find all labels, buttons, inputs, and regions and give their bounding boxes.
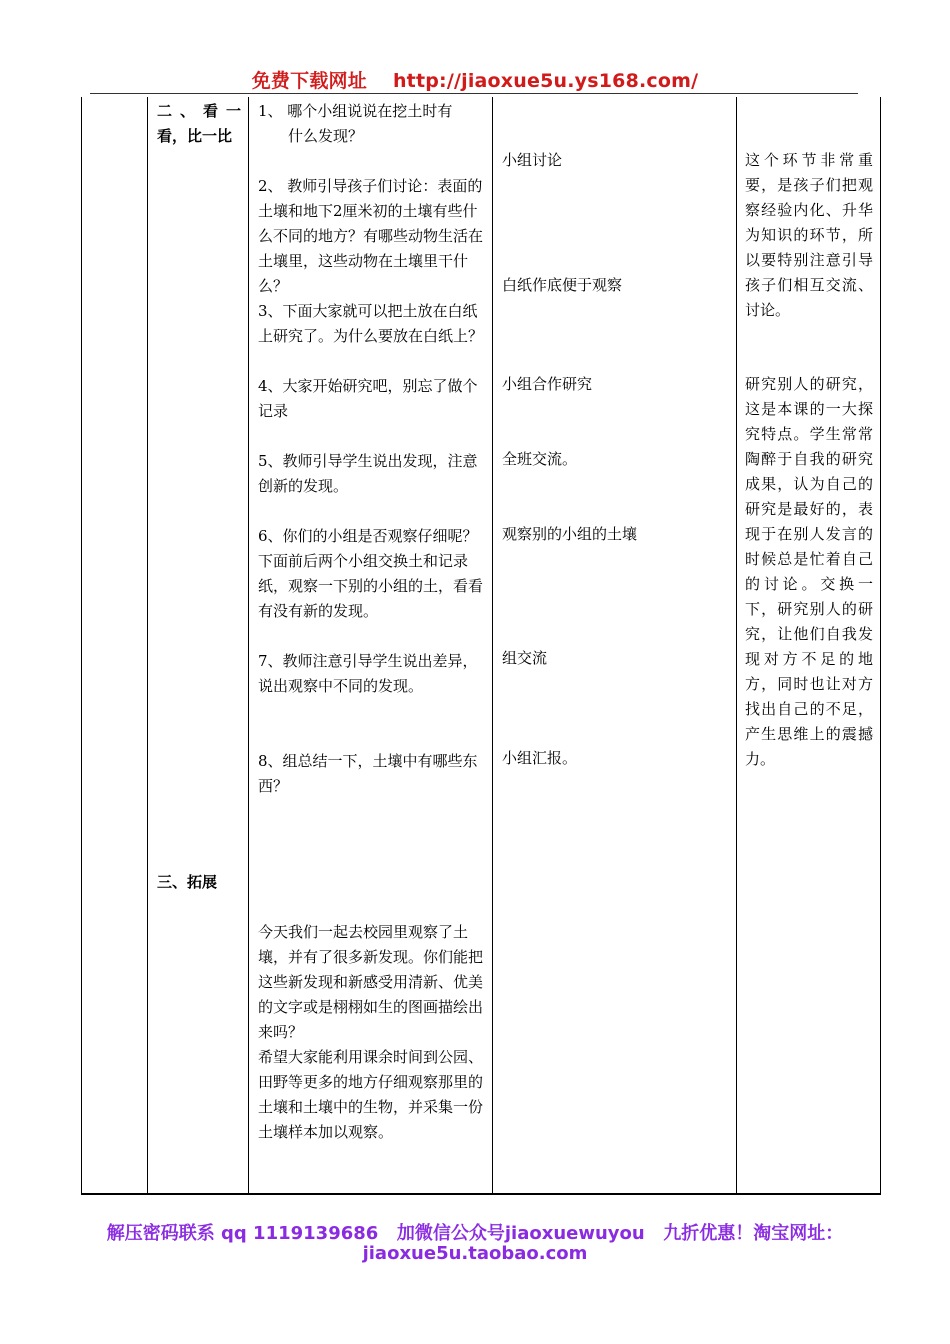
footer-qq: qq 1119139686 [221, 1223, 379, 1244]
footer-wechat-label: 加微信公众号 [396, 1223, 505, 1244]
item-3: 3、下面大家就可以把土放在白纸上研究了。为什么要放在白纸上？ [258, 302, 484, 345]
item-6: 6、你们的小组是否观察仔细呢？下面前后两个小组交换土和记录纸，观察一下别的小组的土，看看有没有新的发现。 [258, 527, 484, 620]
item-1-line1: 1、 哪个小组说说在挖土时有 [258, 102, 453, 120]
header-title: 免费下载网址 [251, 70, 367, 92]
student-activity-4: 全班交流。 [502, 450, 578, 468]
header-rule [90, 93, 858, 94]
footer-taobao-link[interactable]: jiaoxue5u.taobao.com [362, 1243, 588, 1264]
extension-activities [258, 920, 486, 1145]
student-activity-7: 小组汇报。 [502, 749, 578, 767]
design-note-2: 研究别人的研究，这是本课的一大探究特点。学生常常陶醉于自我的研究成果，认为自己的研究是最好的，表现于在别人发言的时候总是忙着自己的讨论。交换一下，研究别人的研究，让他们自我发现对方不足的地方，同时也让对方找出自己的不足，产生思维上的震撼力。 [745, 375, 873, 768]
stage-3-heading: 三、拓展 [157, 873, 218, 891]
footer-password-label: 解压密码联系 [106, 1223, 215, 1244]
column-divider-4 [736, 97, 737, 1195]
item-4: 4、大家开始研究吧，别忘了做个记录 [258, 377, 478, 420]
stage-2-line2: 看，比一比 [157, 127, 233, 145]
footer-wechat-id: jiaoxuewuyou [504, 1223, 645, 1244]
column-divider-1 [147, 97, 148, 1195]
extension-1: 今天我们一起去校园里观察了土壤，并有了很多新发现。你们能把这些新发现和新感受用清新、优美的文字或是栩栩如生的图画描绘出来吗？ [258, 923, 484, 1041]
student-activity-2: 白纸作底便于观察 [502, 276, 623, 294]
student-activity-6: 组交流 [502, 649, 548, 667]
student-activity-1: 小组讨论 [502, 151, 563, 169]
footer-line-1 [0, 1219, 950, 1245]
column-divider-2 [248, 97, 249, 1195]
item-5: 5、教师引导学生说出发现，注意创新的发现。 [258, 452, 478, 495]
footer-discount-label: 九折优惠！淘宝网址： [663, 1223, 844, 1244]
header-url[interactable]: http://jiaoxue5u.ys168.com/ [392, 70, 699, 92]
page-header [0, 66, 950, 93]
item-7: 7、教师注意引导学生说出差异，说出观察中不同的发现。 [258, 652, 478, 695]
item-2: 2、 教师引导孩子们讨论：表面的土壤和地下2厘米初的土壤有些什么不同的地方？有哪些动物生活在土壤里，这些动物在土壤里干什么？ [258, 177, 484, 295]
stage-2-heading [157, 99, 241, 149]
stage-2-line1: 二、看一 [157, 102, 241, 120]
student-activity-5: 观察别的小组的土壤 [502, 525, 638, 543]
design-note-1: 这个环节非常重要，是孩子们把观察经验内化、升华为知识的环节，所以要特别注意引导孩子们相互交流、讨论。 [745, 151, 873, 319]
extension-2: 希望大家能利用课余时间到公园、田野等更多的地方仔细观察那里的土壤和土壤中的生物，并采集一份土壤样本加以观察。 [258, 1048, 484, 1141]
item-8: 8、组总结一下，土壤中有哪些东西？ [258, 752, 478, 795]
student-activity-3: 小组合作研究 [502, 375, 593, 393]
column-divider-3 [492, 97, 493, 1195]
teacher-activities [258, 99, 486, 799]
item-1-line2: 什么发现？ [288, 127, 364, 145]
